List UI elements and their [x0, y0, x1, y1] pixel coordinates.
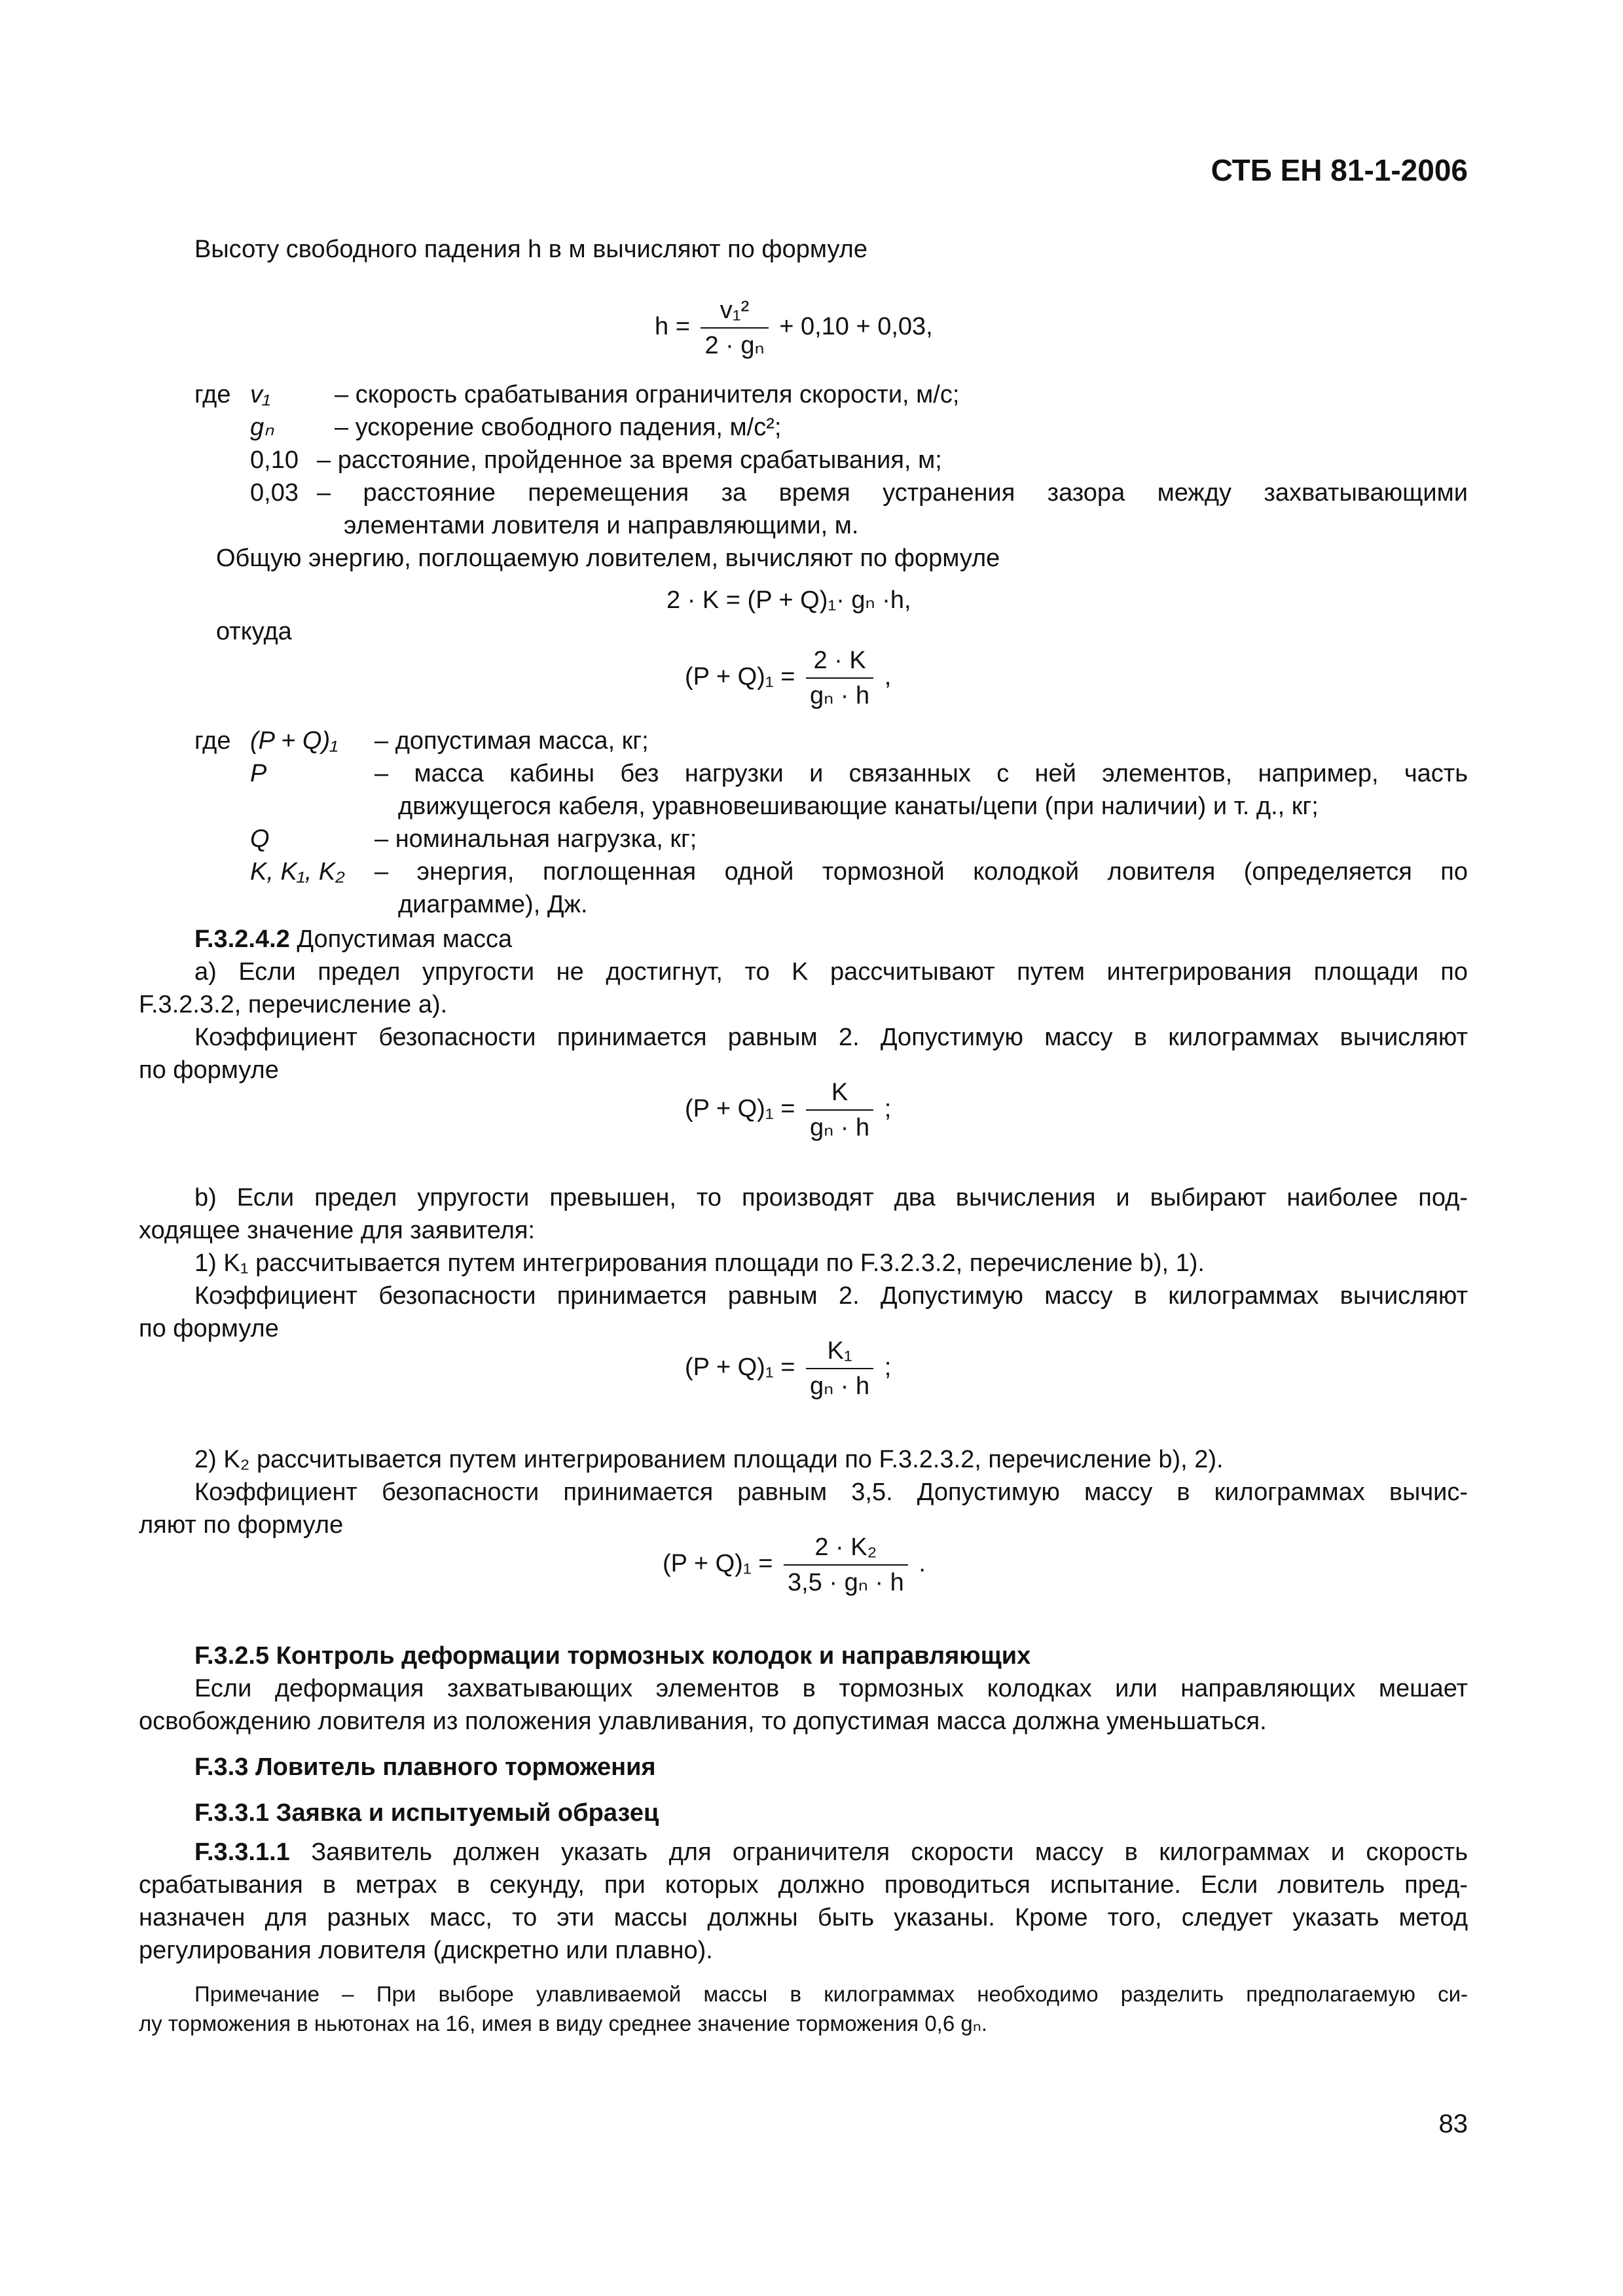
clause-number: F.3.3.1.1: [194, 1839, 290, 1866]
para-b-line2: ходящее значение для заявителя:: [139, 1217, 536, 1244]
formula-tail: ;: [884, 1354, 892, 1382]
page-number: 83: [1438, 2109, 1468, 2138]
where2-sym-pq: (P + Q)₁: [250, 727, 338, 755]
para-33311-line4: регулирования ловителя (дискретно или плавно).: [139, 1937, 713, 1964]
formula-tail: .: [919, 1550, 926, 1578]
formula-lhs: h =: [655, 313, 690, 341]
coef2b-line1: Коэффициент безопасности принимается равным 2. Допустимую массу в килограммах вычисляют: [194, 1282, 1468, 1310]
fraction-numerator: v₁²: [720, 296, 750, 324]
coef35-line2: ляют по формуле: [139, 1511, 344, 1539]
where2-desc-k: – энергия, поглощенная одной тормозной колодкой ловителя (определяется по: [374, 858, 1468, 886]
where1-sym-v1: v₁: [250, 381, 270, 408]
formula-lhs: (P + Q)₁ =: [685, 663, 795, 691]
para-33311-line1: [194, 1836, 1468, 1869]
formula-energy: 2 · K = (P + Q)₁· gₙ ·h,: [666, 586, 911, 614]
fraction-denominator: 3,5 · gₙ · h: [784, 1564, 908, 1598]
formula-tail: ,: [884, 663, 892, 691]
section-number: F.3.2.4.2: [194, 925, 290, 953]
energy-intro: Общую энергию, поглощаемую ловителем, вычисляют по формуле: [216, 545, 1000, 572]
para-a-line1: а) Если предел упругости не достигнут, то K рассчитывают путем интегрирования площади по: [194, 958, 1468, 986]
where2-sym-q: Q: [250, 825, 270, 853]
formula-mass-k: [685, 1077, 891, 1143]
fraction: [806, 1077, 873, 1143]
para-33311-line3: назначен для разных масс, то эти массы должны быть указаны. Кроме того, следует указать метод: [139, 1904, 1468, 1931]
where1-desc-003: – расстояние перемещения за время устранения зазора между захватывающими: [317, 479, 1468, 507]
fraction: [784, 1532, 908, 1598]
formula-mass-k1: [685, 1335, 891, 1402]
where-label: где: [194, 727, 231, 755]
document-code: СТБ ЕН 81-1-2006: [1211, 153, 1468, 187]
where1-desc-003-cont: элементами ловителя и направляющими, м.: [344, 512, 859, 539]
where2-sym-k: K, K₁, K₂: [250, 858, 345, 886]
para-33311-line2: срабатывания в метрах в секунду, при которых должно проводиться испытание. Если ловитель пред-: [139, 1871, 1468, 1899]
fraction-numerator: 2 · K: [813, 647, 866, 674]
where1-desc-gn: – ускорение свободного падения, м/с²;: [335, 414, 782, 441]
para-325-line2: освобождению ловителя из положения улавливания, то допустимая масса должна уменьшаться.: [139, 1708, 1267, 1735]
clause-text: Заявитель должен указать для ограничителя скорости массу в килограммах и скорость: [311, 1839, 1468, 1866]
fraction-denominator: gₙ · h: [806, 1109, 873, 1143]
formula-lhs: (P + Q)₁ =: [663, 1550, 773, 1578]
formula-rest: + 0,10 + 0,03,: [779, 313, 933, 341]
where2-sym-p: P: [250, 760, 267, 787]
where2-desc-k-cont: диаграмме), Дж.: [398, 891, 588, 918]
coef2a-line1: Коэффициент безопасности принимается равным 2. Допустимую массу в килограммах вычисляют: [194, 1024, 1468, 1051]
fraction-numerator: 2 · K₂: [814, 1534, 877, 1561]
fraction-numerator: K: [831, 1079, 848, 1106]
formula-free-fall-height: [655, 295, 933, 361]
where1-sym-gn: gₙ: [250, 414, 274, 441]
section-f3331: F.3.3.1 Заявка и испытуемый образец: [194, 1799, 659, 1827]
para-b2: 2) K₂ рассчитывается путем интегрированием площади по F.3.2.3.2, перечисление b), 2).: [194, 1446, 1224, 1473]
para-b-line1: b) Если предел упругости превышен, то производят два вычисления и выбирают наиболее под-: [194, 1184, 1468, 1211]
note-line2: лу торможения в ньютонах на 16, имея в виду среднее значение торможения 0,6 gₙ.: [139, 2011, 988, 2036]
where2-desc-q: – номинальная нагрузка, кг;: [374, 825, 697, 853]
formula-lhs: (P + Q)₁ =: [685, 1095, 795, 1123]
fraction-denominator: gₙ · h: [806, 677, 873, 711]
fraction-denominator: 2 · gₙ: [701, 327, 768, 361]
intro-free-fall: Высоту свободного падения h в м вычисляют по формуле: [194, 236, 867, 263]
otkuda-label: откуда: [216, 618, 292, 645]
formula-lhs: (P + Q)₁ =: [685, 1354, 795, 1382]
where2-desc-p: – масса кабины без нагрузки и связанных с ней элементов, например, часть: [374, 760, 1468, 787]
where2-desc-pq: – допустимая масса, кг;: [374, 727, 649, 755]
where1-sym-003: 0,03: [250, 479, 299, 507]
where2-desc-p-cont: движущегося кабеля, уравновешивающие канаты/цепи (при наличии) и т. д., кг;: [398, 793, 1319, 820]
where1-sym-010: 0,10: [250, 446, 299, 474]
note-line1: Примечание – При выборе улавливаемой массы в килограммах необходимо разделить предполагаемую си-: [194, 1982, 1468, 2006]
section-title: Допустимая масса: [297, 925, 513, 953]
section-f3242: [194, 923, 512, 956]
formula-mass-general: [685, 645, 891, 711]
fraction-numerator: K₁: [827, 1337, 852, 1365]
where1-desc-010: – расстояние, пройденное за время срабатывания, м;: [317, 446, 942, 474]
coef2b-line2: по формуле: [139, 1315, 279, 1342]
para-325-line1: Если деформация захватывающих элементов в тормозных колодках или направляющих мешает: [194, 1675, 1468, 1702]
para-b1: 1) K₁ рассчитывается путем интегрирования площади по F.3.2.3.2, перечисление b), 1).: [194, 1249, 1205, 1277]
fraction-denominator: gₙ · h: [806, 1368, 873, 1402]
para-a-line2: F.3.2.3.2, перечисление а).: [139, 991, 448, 1018]
fraction: [701, 295, 768, 361]
formula-tail: ;: [884, 1095, 892, 1123]
where-label: где: [194, 381, 231, 408]
fraction: [806, 1335, 873, 1402]
coef2a-line2: по формуле: [139, 1056, 279, 1084]
fraction: [806, 645, 873, 711]
coef35-line1: Коэффициент безопасности принимается равным 3,5. Допустимую массу в килограммах вычис-: [194, 1479, 1468, 1506]
where1-desc-v1: – скорость срабатывания ограничителя скорости, м/с;: [335, 381, 960, 408]
section-f333: F.3.3 Ловитель плавного торможения: [194, 1753, 656, 1781]
formula-mass-k2: [663, 1532, 926, 1598]
section-f325: F.3.2.5 Контроль деформации тормозных колодок и направляющих: [194, 1642, 1031, 1670]
